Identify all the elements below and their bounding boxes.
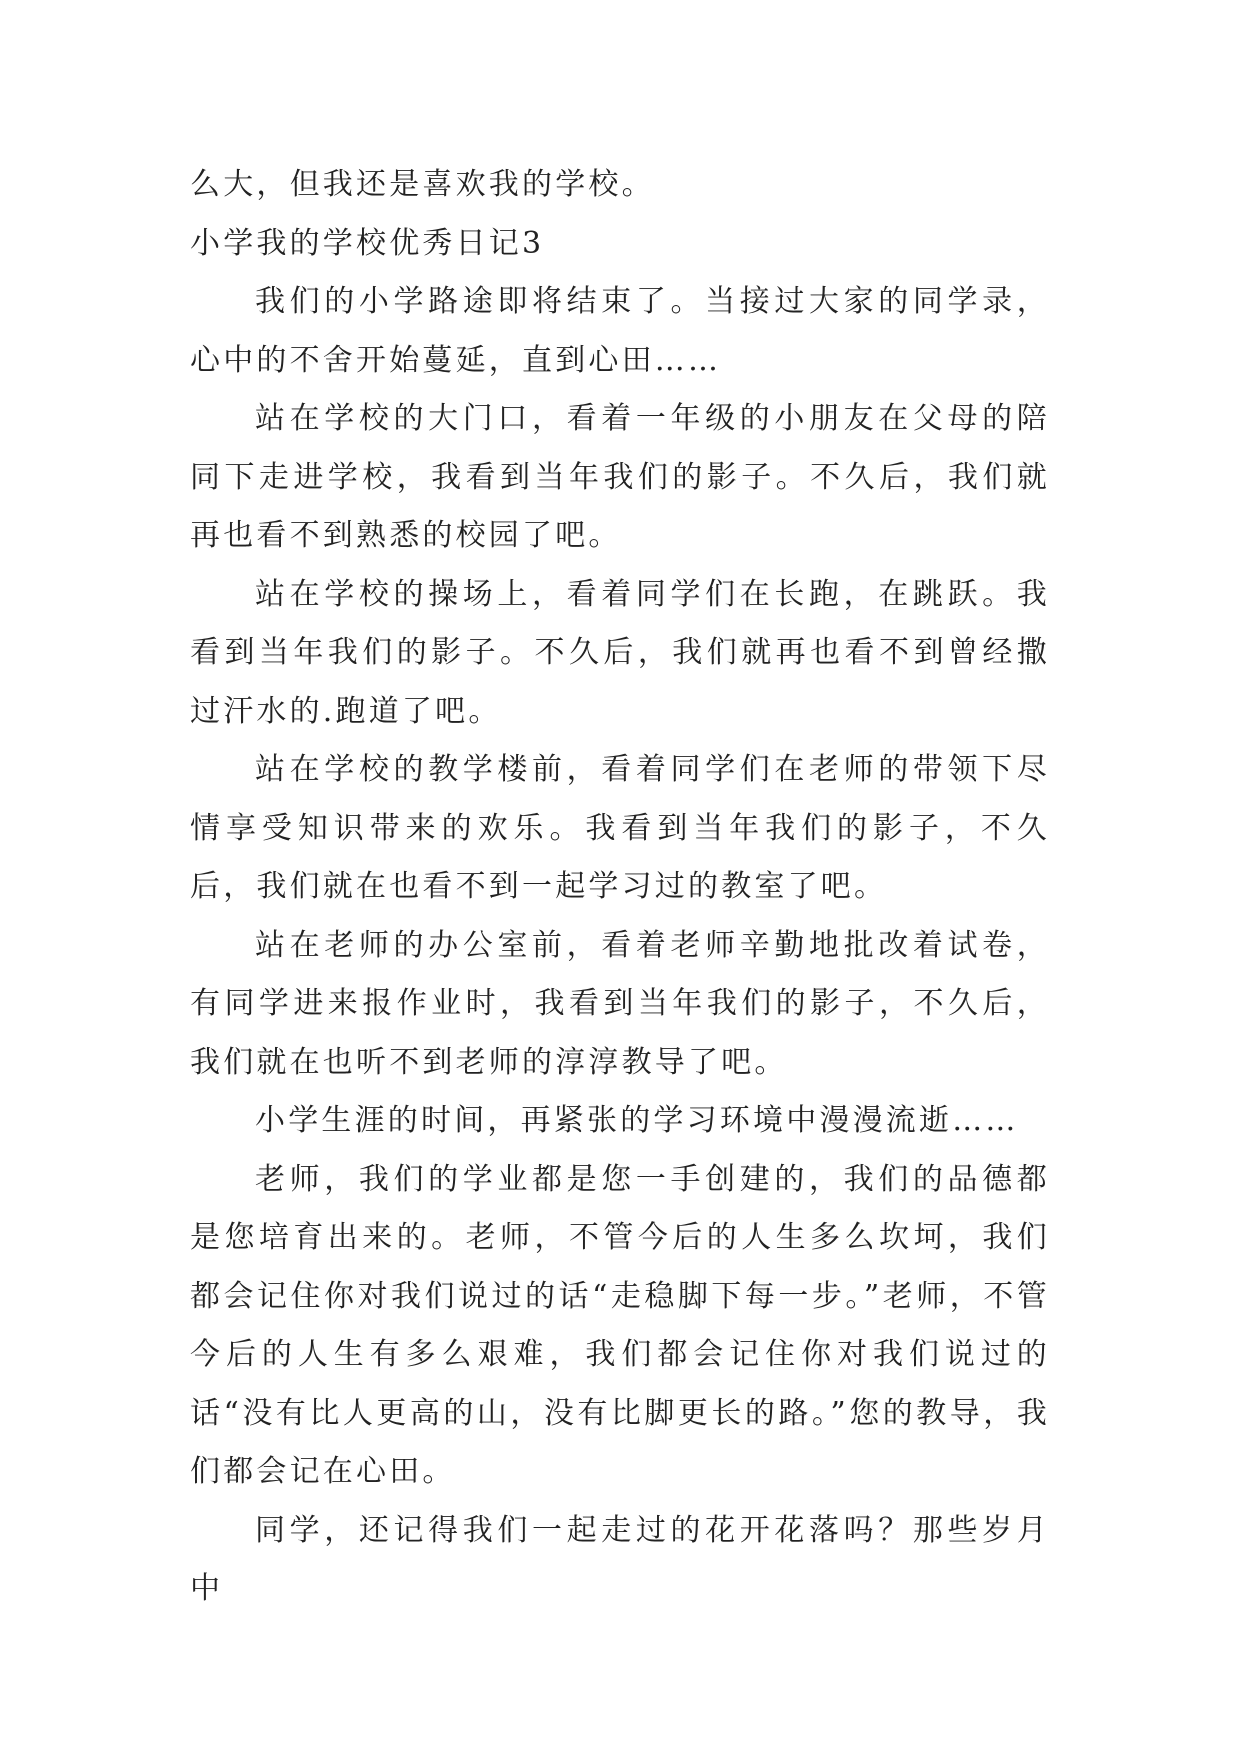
- document-body: [190, 156, 1050, 1619]
- body-paragraph: 站在学校的大门口，看着一年级的小朋友在父母的陪同下走进学校，我看到当年我们的影子。不久后，我们就再也看不到熟悉的校园了吧。: [190, 401, 1050, 553]
- body-paragraph: 站在学校的操场上，看着同学们在长跑，在跳跃。我看到当年我们的影子。不久后，我们就再也看不到曾经撒过汗水的.跑道了吧。: [190, 576, 1050, 729]
- body-paragraph: 老师，我们的学业都是您一手创建的，我们的品德都是您培育出来的。老师，不管今后的人生多么坎坷，我们都会记住你对我们说过的话“走稳脚下每一步。”老师，不管今后的人生有多么艰难，我们都会记住你对我们说过的话“没有比人更高的山，没有比脚更长的路。”您的教导，我们都会记在心田。: [190, 1161, 1050, 1489]
- continuation-paragraph: 么大，但我还是喜欢我的学校。: [190, 167, 655, 202]
- diary-heading: 小学我的学校优秀日记3: [190, 225, 545, 261]
- body-paragraph: 小学生涯的时间，再紧张的学习环境中漫漫流逝……: [255, 1103, 1019, 1138]
- body-paragraph: 我们的小学路途即将结束了。当接过大家的同学录，心中的不舍开始蔓延，直到心田……: [190, 284, 1050, 378]
- body-paragraph: 同学，还记得我们一起走过的花开花落吗？那些岁月中: [190, 1512, 1050, 1606]
- body-paragraph: 站在学校的教学楼前，看着同学们在老师的带领下尽情享受知识带来的欢乐。我看到当年我们的影子，不久后，我们就在也看不到一起学习过的教室了吧。: [190, 752, 1050, 904]
- body-paragraph: 站在老师的办公室前，看着老师辛勤地批改着试卷，有同学进来报作业时，我看到当年我们的影子，不久后，我们就在也听不到老师的淳淳教导了吧。: [190, 927, 1050, 1080]
